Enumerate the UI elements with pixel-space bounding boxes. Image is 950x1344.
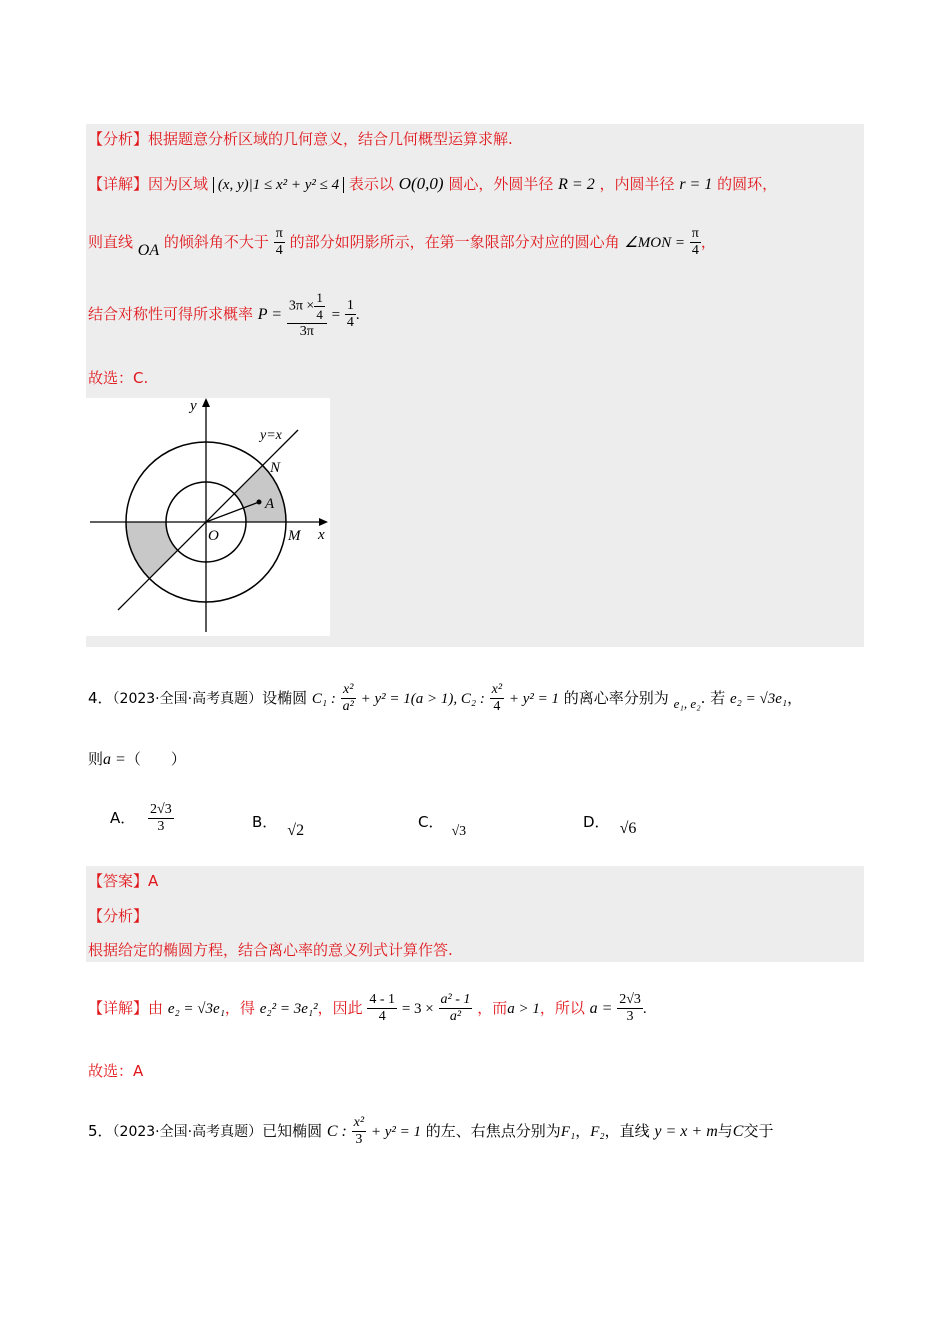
q3-detail-line3: 结合对称性可得所求概率 P = 3π × $\frac{1}{4}$ 3π = $\frac{1}{4}$ . [88, 289, 360, 339]
q4-analysis-tag: 【分析】 [88, 907, 149, 925]
q3-analysis: 【分析】根据题意分析区域的几何意义，结合几何概型运算求解. [88, 130, 513, 148]
q4-stem-line1: 4．（2023·全国·高考真题）设椭圆 C₁ : $\frac{\text{x²}}{\text{a²}}$ + y² = 1(a > 1), C₂ : $\frac{\text{x²}}{4}$ + y² = 1 的离心率分别为 e₁, e₂. 若 e₂ = √3e₁， [88, 682, 803, 714]
q3-conclusion: 故选：C. [88, 369, 149, 387]
label-A: A [265, 496, 275, 512]
point-A [257, 500, 262, 505]
q3-detail-line2: 则直线 OA 的倾斜角不大于 $\frac{\pi}{4}$ 的部分如阴影所示，在第一象限部分对应的圆心角 ∠MON = $\frac{\pi}{4}$ ， [88, 226, 716, 259]
q4-answer: 【答案】A [88, 872, 159, 890]
label-y: y [190, 398, 197, 414]
q4-detail: 【详解】由 e₂ = √3e₁，得 e₂² = 3e₁²，因此 $\frac{4 - 1}{4}$ = 3 × $\frac{\text{a² - 1}}{\text{a²}}$ ，而a > 1，所以 a = $\frac{2√3}{3}$ . [88, 992, 647, 1024]
q4-stem-line2: 则a =（ ） [88, 750, 186, 768]
label-M: M [288, 528, 301, 544]
q4-option-d[interactable]: D． √6 [583, 813, 637, 837]
label-line: y=x [260, 428, 282, 443]
q4-option-b[interactable]: B． √2 [252, 813, 305, 839]
label-x: x [318, 527, 325, 543]
q4-option-a[interactable]: A． $\frac{2√3}{3}$ [110, 802, 172, 834]
q3-detail-line1: 【详解】因为区域 (x, y)|1 ≤ x² + y² ≤ 4 表示以 O(0,0) 圆心，外圆半径 R = 2 ，内圆半径 r = 1 的圆环， [88, 174, 778, 193]
label-O: O [208, 528, 219, 544]
label-N: N [270, 460, 281, 476]
q4-conclusion: 故选：A [88, 1062, 144, 1080]
q5-stem: 5．（2023·全国·高考真题）已知椭圆 C : $\frac{\text{x²}}{3}$ + y² = 1 的左、右焦点分别为F₁，F₂，直线 y = x + m与C交于 [88, 1115, 774, 1147]
q4-option-c[interactable]: C．√3 [418, 813, 467, 839]
q3-annulus-figure [86, 398, 330, 636]
q4-analysis-text: 根据给定的椭圆方程，结合离心率的意义列式计算作答. [88, 941, 453, 959]
